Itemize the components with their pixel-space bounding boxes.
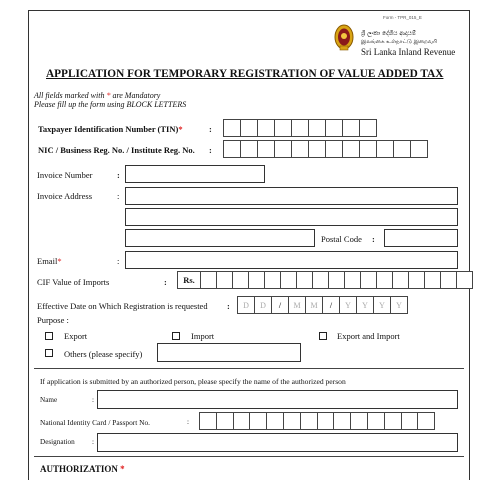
postal-code-label: Postal Code bbox=[321, 234, 362, 244]
date-cell[interactable]: Y bbox=[339, 296, 357, 314]
passport-digit-cell[interactable] bbox=[317, 412, 335, 430]
designation-label: Designation bbox=[40, 438, 75, 446]
invoice-address-line3-input[interactable] bbox=[125, 229, 315, 247]
date-cell[interactable]: D bbox=[237, 296, 255, 314]
cif-digit-cell[interactable] bbox=[456, 271, 473, 289]
cif-digit-cell[interactable] bbox=[408, 271, 425, 289]
passport-digit-cell[interactable] bbox=[199, 412, 217, 430]
tin-digit-cell[interactable] bbox=[274, 119, 292, 137]
email-label: Email* bbox=[37, 256, 62, 266]
authorized-person-intro: If application is submitted by an authorized person, please specify the name of the authorized person bbox=[40, 377, 346, 386]
nic-passport-cells[interactable] bbox=[199, 412, 434, 430]
purpose-label: Purpose : bbox=[37, 315, 69, 325]
nic-digit-cell[interactable] bbox=[359, 140, 377, 158]
authorized-name-label: Name bbox=[40, 396, 58, 404]
tin-digit-cell[interactable] bbox=[291, 119, 309, 137]
passport-digit-cell[interactable] bbox=[367, 412, 385, 430]
authorized-name-colon: : bbox=[92, 396, 94, 404]
invoice-address-label: Invoice Address bbox=[37, 191, 93, 201]
invoice-number-colon: : bbox=[117, 170, 120, 180]
mandatory-note: All fields marked with * are Mandatory bbox=[34, 91, 161, 100]
org-name-sinhala: ශ්‍රී ලංකා දේශීය ආදායම් bbox=[361, 30, 417, 37]
section-divider-1 bbox=[34, 368, 464, 369]
cif-colon: : bbox=[164, 277, 167, 287]
date-cell[interactable]: / bbox=[322, 296, 340, 314]
tin-digit-cell[interactable] bbox=[308, 119, 326, 137]
tin-digit-cell[interactable] bbox=[325, 119, 343, 137]
nic-passport-label: National Identity Card / Passport No. bbox=[40, 418, 151, 427]
date-cell[interactable]: M bbox=[288, 296, 306, 314]
passport-digit-cell[interactable] bbox=[283, 412, 301, 430]
postal-code-input[interactable] bbox=[384, 229, 458, 247]
tin-digit-cell[interactable] bbox=[342, 119, 360, 137]
email-input[interactable] bbox=[125, 251, 458, 269]
cif-digit-cell[interactable] bbox=[440, 271, 457, 289]
nic-digit-cell[interactable] bbox=[393, 140, 411, 158]
cif-digit-cell[interactable] bbox=[264, 271, 281, 289]
invoice-address-colon: : bbox=[117, 191, 120, 201]
passport-digit-cell[interactable] bbox=[233, 412, 251, 430]
date-cell[interactable]: D bbox=[254, 296, 272, 314]
cif-digit-cell[interactable] bbox=[232, 271, 249, 289]
passport-digit-cell[interactable] bbox=[350, 412, 368, 430]
nic-label: NIC / Business Reg. No. / Institute Reg. No. bbox=[38, 145, 195, 155]
cif-digit-cell[interactable] bbox=[296, 271, 313, 289]
effective-date-cells[interactable] bbox=[237, 296, 407, 314]
passport-digit-cell[interactable] bbox=[401, 412, 419, 430]
block-letters-note: Please fill up the form using BLOCK LETTERS bbox=[34, 100, 187, 109]
passport-digit-cell[interactable] bbox=[384, 412, 402, 430]
cif-digit-cell[interactable] bbox=[376, 271, 393, 289]
authorized-name-input[interactable] bbox=[97, 390, 458, 409]
date-cell[interactable]: Y bbox=[356, 296, 374, 314]
nic-digit-cell[interactable] bbox=[223, 140, 241, 158]
authorization-heading: AUTHORIZATION * bbox=[40, 464, 125, 474]
passport-digit-cell[interactable] bbox=[249, 412, 267, 430]
export-and-import-checkbox[interactable] bbox=[319, 332, 327, 340]
cif-label: CIF Value of Imports bbox=[37, 277, 110, 287]
nic-digit-cell[interactable] bbox=[342, 140, 360, 158]
cif-digit-cell[interactable] bbox=[328, 271, 345, 289]
form-title: APPLICATION FOR TEMPORARY REGISTRATION OF VALUE ADDED TAX bbox=[46, 68, 444, 80]
nic-digit-cell[interactable] bbox=[291, 140, 309, 158]
section-divider-2 bbox=[34, 456, 464, 457]
date-cell[interactable]: M bbox=[305, 296, 323, 314]
tin-digit-cell[interactable] bbox=[223, 119, 241, 137]
cif-digit-cell[interactable] bbox=[344, 271, 361, 289]
invoice-address-line1-input[interactable] bbox=[125, 187, 458, 205]
passport-digit-cell[interactable] bbox=[216, 412, 234, 430]
others-label: Others (please specify) bbox=[64, 349, 143, 359]
passport-digit-cell[interactable] bbox=[300, 412, 318, 430]
others-checkbox[interactable] bbox=[45, 349, 53, 357]
export-and-import-label: Export and Import bbox=[337, 331, 400, 341]
nic-digit-cell[interactable] bbox=[308, 140, 326, 158]
cif-digit-cell[interactable] bbox=[216, 271, 233, 289]
export-label: Export bbox=[64, 331, 88, 341]
tin-label: Taxpayer Identification Number (TIN)* bbox=[38, 124, 183, 134]
org-name-english: Sri Lanka Inland Revenue bbox=[361, 47, 456, 57]
tin-colon: : bbox=[209, 124, 212, 134]
mandatory-star: * bbox=[106, 91, 111, 100]
nic-colon: : bbox=[209, 145, 212, 155]
designation-colon: : bbox=[92, 438, 94, 446]
tin-digit-cell[interactable] bbox=[240, 119, 258, 137]
date-cell[interactable]: / bbox=[271, 296, 289, 314]
import-checkbox[interactable] bbox=[172, 332, 180, 340]
form-code: Form - TPR_015_E bbox=[383, 15, 422, 20]
nic-passport-colon: : bbox=[187, 418, 189, 426]
org-name-tamil: இலங்கை உள்நாட்டு இறைவரி bbox=[361, 39, 438, 45]
export-checkbox[interactable] bbox=[45, 332, 53, 340]
cif-digit-cell[interactable] bbox=[312, 271, 329, 289]
tin-cells[interactable] bbox=[223, 119, 376, 137]
nic-cells[interactable] bbox=[223, 140, 427, 158]
cif-cells[interactable] bbox=[177, 271, 472, 289]
cif-digit-cell[interactable] bbox=[248, 271, 265, 289]
passport-digit-cell[interactable] bbox=[333, 412, 351, 430]
nic-digit-cell[interactable] bbox=[274, 140, 292, 158]
nic-digit-cell[interactable] bbox=[410, 140, 428, 158]
postal-code-colon: : bbox=[372, 234, 375, 244]
cif-digit-cell[interactable] bbox=[360, 271, 377, 289]
date-cell[interactable]: Y bbox=[390, 296, 408, 314]
import-label: Import bbox=[191, 331, 215, 341]
date-cell[interactable]: Y bbox=[373, 296, 391, 314]
tin-digit-cell[interactable] bbox=[359, 119, 377, 137]
cif-digit-cell[interactable] bbox=[424, 271, 441, 289]
passport-digit-cell[interactable] bbox=[417, 412, 435, 430]
invoice-address-line2-input[interactable] bbox=[125, 208, 458, 226]
sri-lanka-emblem-icon bbox=[334, 24, 354, 52]
designation-input[interactable] bbox=[97, 433, 458, 452]
email-colon: : bbox=[117, 256, 120, 266]
nic-digit-cell[interactable] bbox=[240, 140, 258, 158]
rs-cell: Rs. bbox=[177, 271, 201, 289]
cif-digit-cell[interactable] bbox=[280, 271, 297, 289]
tin-digit-cell[interactable] bbox=[257, 119, 275, 137]
cif-digit-cell[interactable] bbox=[392, 271, 409, 289]
others-specify-input[interactable] bbox=[157, 343, 301, 362]
invoice-number-label: Invoice Number bbox=[37, 170, 93, 180]
nic-digit-cell[interactable] bbox=[376, 140, 394, 158]
nic-digit-cell[interactable] bbox=[325, 140, 343, 158]
effective-date-label: Effective Date on Which Registration is requested bbox=[37, 301, 208, 311]
effective-date-colon: : bbox=[227, 301, 230, 311]
passport-digit-cell[interactable] bbox=[266, 412, 284, 430]
invoice-number-input[interactable] bbox=[125, 165, 265, 183]
nic-digit-cell[interactable] bbox=[257, 140, 275, 158]
cif-digit-cell[interactable] bbox=[200, 271, 217, 289]
